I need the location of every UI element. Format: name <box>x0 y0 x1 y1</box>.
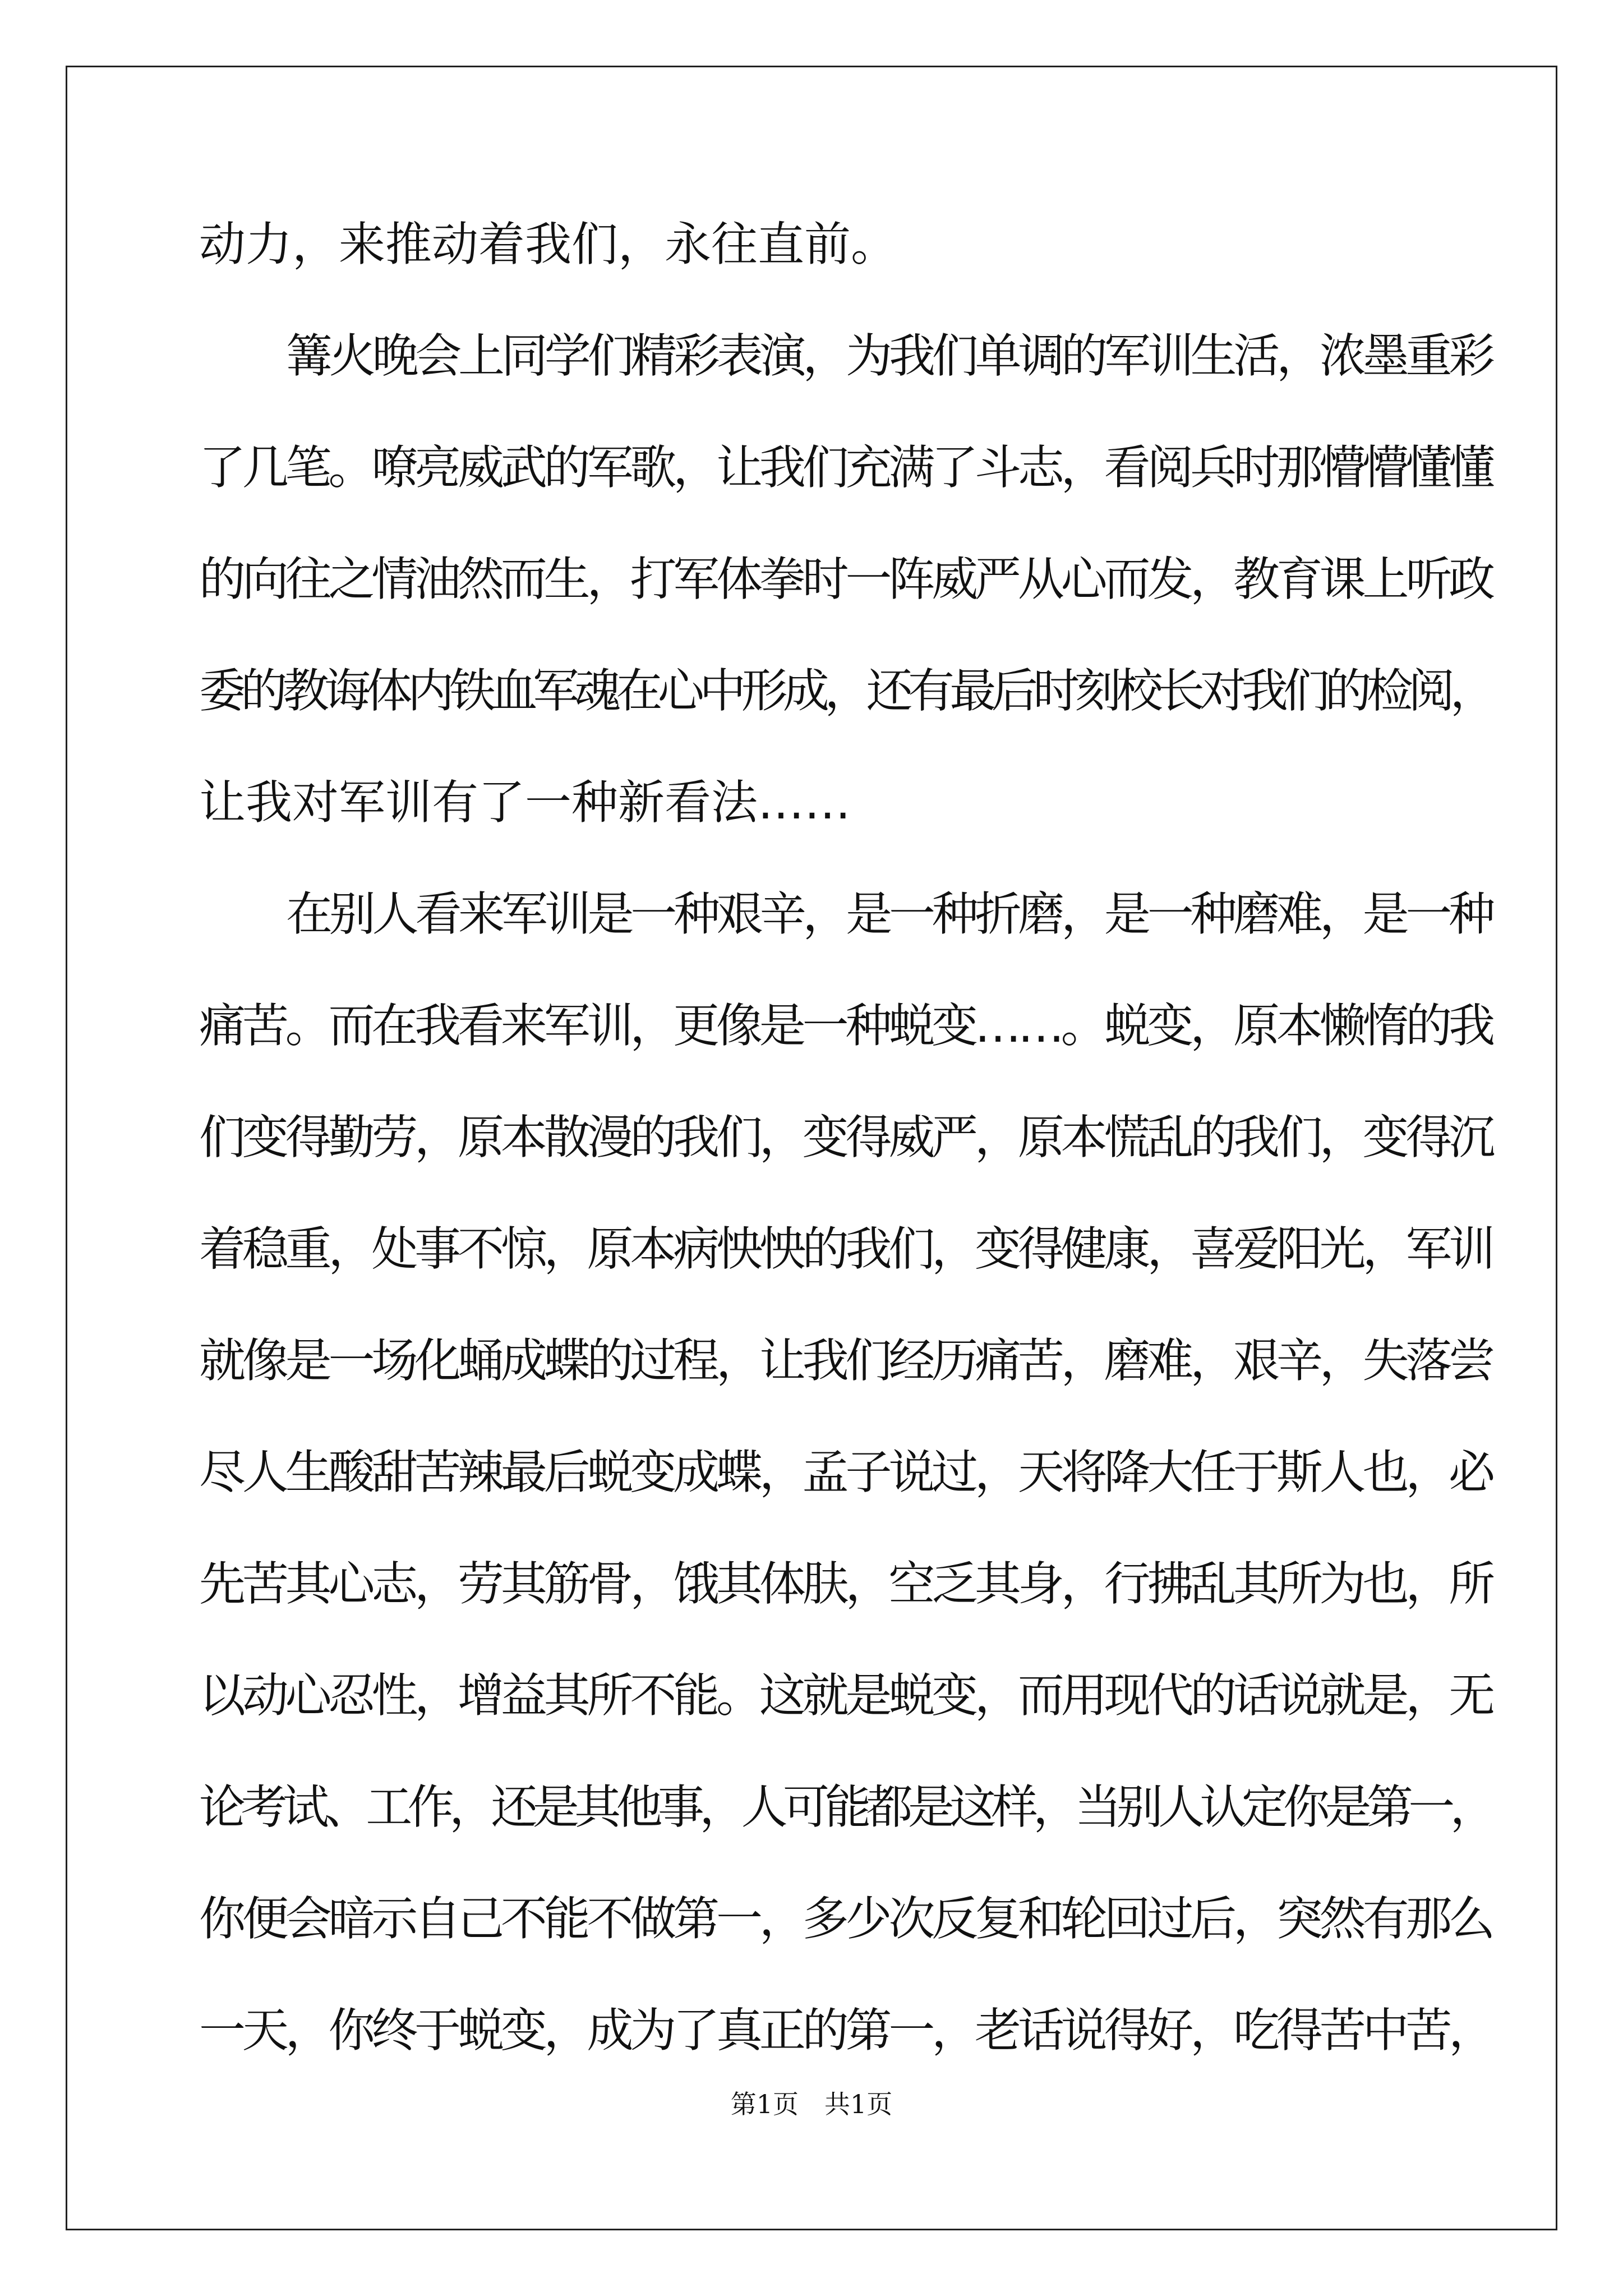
paragraph-line: 篝火晚会上同学们精彩表演，为我们单调的军训生活，浓墨重彩 <box>286 329 1492 383</box>
paragraph-line: 了几笔。嘹亮威武的军歌，让我们充满了斗志，看阅兵时那懵懵懂懂 <box>199 440 1492 495</box>
paragraph-line: 让我对军训有了一种新看法…… <box>199 775 851 830</box>
page-number-footer: 第1页 共1页 <box>730 2089 893 2119</box>
paragraph-line: 一天，你终于蜕变，成为了真正的第一，老话说得好，吃得苦中苦， <box>199 2003 1492 2058</box>
paragraph-line: 痛苦。而在我看来军训，更像是一种蜕变……。蜕变，原本懒惰的我 <box>199 999 1492 1053</box>
paragraph-line: 你便会暗示自己不能不做第一，多少次反复和轮回过后，突然有那么 <box>199 1892 1492 1946</box>
paragraph-line: 委的教诲体内铁血军魂在心中形成，还有最后时刻校长对我们的检阅， <box>199 664 1492 718</box>
paragraph-line: 的向往之情油然而生，打军体拳时一阵威严从心而发，教育课上听政 <box>199 552 1492 606</box>
paragraph-line: 们变得勤劳，原本散漫的我们，变得威严，原本慌乱的我们，变得沉 <box>199 1110 1492 1165</box>
paragraph-line: 以动心忍性，增益其所不能。这就是蜕变，而用现代的话说就是，无 <box>199 1668 1492 1723</box>
paragraph-line: 先苦其心志，劳其筋骨，饿其体肤，空乏其身，行拂乱其所为也，所 <box>199 1557 1492 1611</box>
paragraph-line: 论考试、工作，还是其他事，人可能都是这样，当别人认定你是第一， <box>199 1780 1492 1834</box>
paragraph-line: 动力，来推动着我们，永往直前。 <box>199 217 897 272</box>
paragraph-line: 在别人看来军训是一种艰辛，是一种折磨，是一种磨难，是一种 <box>286 887 1492 941</box>
paragraph-line: 着稳重，处事不惊，原本病怏怏的我们，变得健康，喜爱阳光，军训 <box>199 1222 1492 1276</box>
paragraph-line: 就像是一场化蛹成蝶的过程，让我们经历痛苦，磨难，艰辛，失落尝 <box>199 1333 1492 1388</box>
paragraph-line: 尽人生酸甜苦辣最后蜕变成蝶，孟子说过，天将降大任于斯人也，必 <box>199 1445 1492 1499</box>
